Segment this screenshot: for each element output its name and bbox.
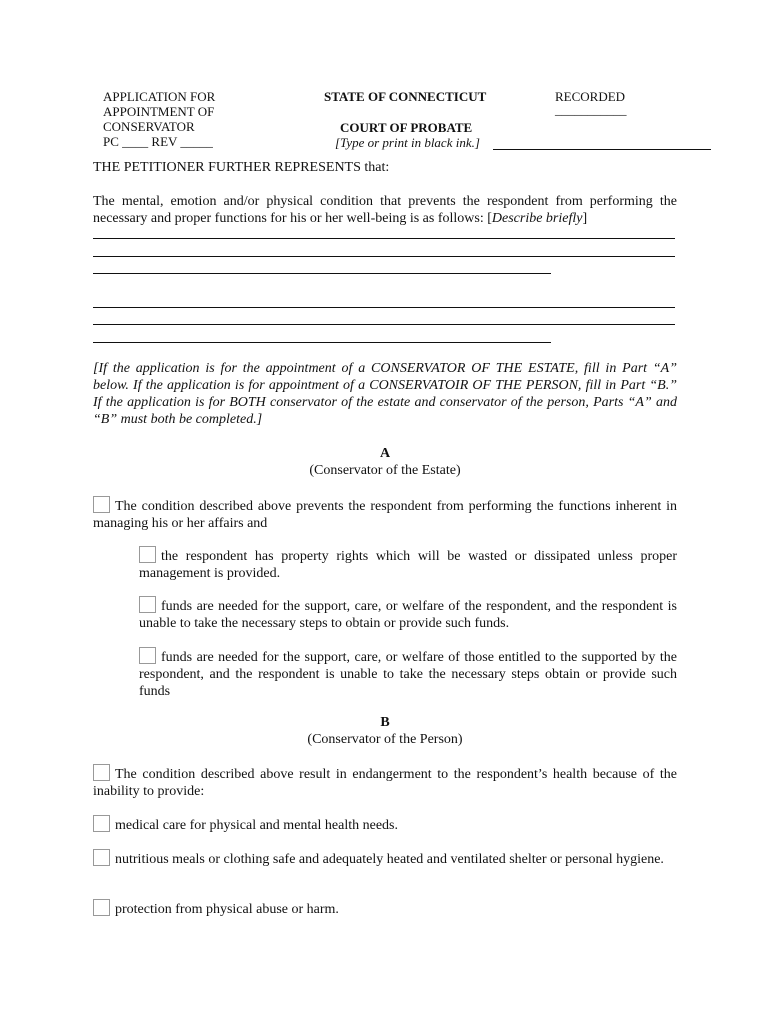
part-b-item (93, 815, 677, 834)
condition-prompt (93, 193, 677, 227)
part-a-item (139, 546, 677, 582)
part-b-item-3-text: protection from physical abuse or harm. (115, 902, 339, 917)
instruction-italic: [If the application is for the appointment of a CONSERVATOR OF THE ESTATE, fill in Part “A” below. If the application is for appointment of a CONSERVATOIR OF THE PERSON, fill in Part “B.” If the application is for BOTH conservator of the estate and conservator of the person, Parts “A” and “B” must both be completed.] (93, 361, 677, 427)
form-number: PC ____ REV _____ (103, 134, 213, 149)
part-b-item (93, 849, 677, 868)
court-heading: COURT OF PROBATE (340, 120, 473, 135)
condition-italic: Describe briefly (491, 211, 583, 226)
form-title-block (103, 89, 215, 149)
form-title-line-3: CONSERVATOR (103, 119, 195, 134)
recorded-label: RECORDED (555, 89, 626, 104)
part-b-item (93, 899, 677, 918)
part-b-main (93, 764, 677, 800)
ink-note (335, 135, 480, 151)
answer-line[interactable] (93, 307, 675, 308)
ink-note-text: [Type or print in black ink.] (335, 135, 480, 150)
part-b-item-3-checkbox[interactable] (93, 899, 110, 916)
instruction-text (93, 360, 677, 428)
part-b-main-checkbox[interactable] (93, 764, 110, 781)
part-b-letter: B (380, 715, 390, 730)
part-b-item-2-checkbox[interactable] (93, 849, 110, 866)
answer-line[interactable] (93, 324, 675, 325)
answer-line[interactable] (93, 273, 551, 274)
condition-close: ] (582, 211, 588, 226)
part-a-main-text: The condition described above prevents the respondent from performing the functions inherent in managing his or her affairs and (93, 499, 677, 531)
part-a-main (93, 496, 677, 532)
part-a-item (139, 596, 677, 632)
part-a-item-1-text: the respondent has property rights which will be wasted or dissipated unless proper management is provided. (139, 549, 677, 581)
part-b-item-1-text: medical care for physical and mental health needs. (115, 818, 398, 833)
part-a-letter: A (379, 446, 391, 461)
header-rule (493, 149, 711, 150)
part-b-item-2-text: nutritious meals or clothing safe and adequately heated and ventilated shelter or personal hygiene. (115, 852, 664, 867)
part-a-item-3-text: funds are needed for the support, care, or welfare of those entitled to the supported by the respondent, and the respondent is unable to take the necessary steps obtain or provide such funds (139, 650, 677, 699)
part-a-item-2-text: funds are needed for the support, care, or welfare of the respondent, and the respondent is unable to take the necessary steps to obtain or provide such funds. (139, 599, 677, 631)
state-heading: STATE OF CONNECTICUT (324, 89, 487, 104)
recorded-line: ___________ (555, 102, 627, 117)
answer-line[interactable] (93, 342, 551, 343)
part-b-item-1-checkbox[interactable] (93, 815, 110, 832)
part-a-item-1-checkbox[interactable] (139, 546, 156, 563)
part-a-title: (Conservator of the Estate) (309, 463, 461, 478)
form-title-line-1: APPLICATION FOR (103, 89, 216, 104)
answer-line[interactable] (93, 256, 675, 257)
answer-line[interactable] (93, 238, 675, 239)
condition-text: The mental, emotion and/or physical condition that prevents the respondent from performing the necessary and proper functions for his or her well-being is as follows: [ (93, 194, 677, 226)
part-a-item (139, 647, 677, 700)
part-b-title: (Conservator of the Person) (307, 732, 463, 747)
part-a-item-2-checkbox[interactable] (139, 596, 156, 613)
form-title-line-2: APPOINTMENT OF (103, 104, 215, 119)
part-a-main-checkbox[interactable] (93, 496, 110, 513)
part-b-main-text: The condition described above result in endangerment to the respondent’s health because of the inability to provide: (93, 767, 677, 799)
part-a-item-3-checkbox[interactable] (139, 647, 156, 664)
intro-text: THE PETITIONER FURTHER REPRESENTS that: (93, 160, 390, 175)
